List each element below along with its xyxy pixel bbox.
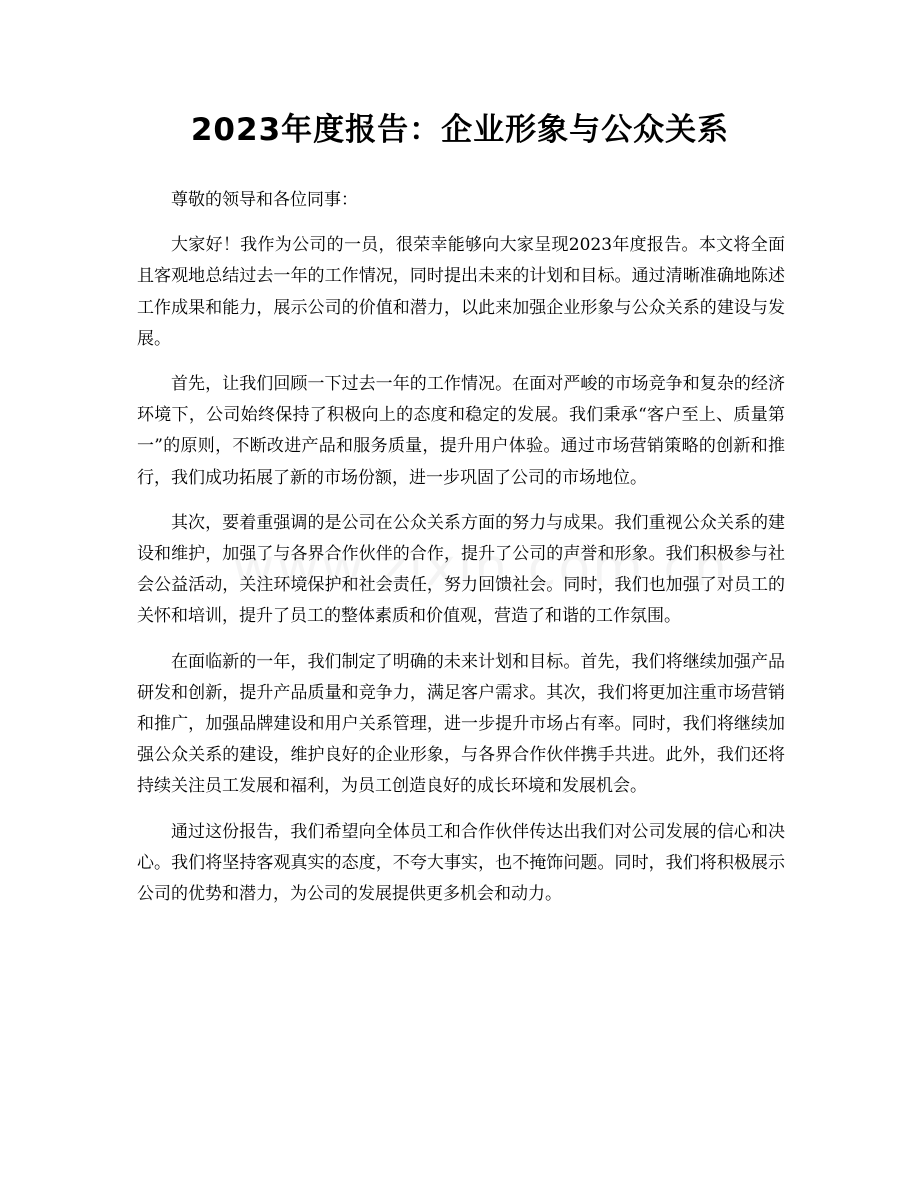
paragraph-conclusion: 通过这份报告，我们希望向全体员工和合作伙伴传达出我们对公司发展的信心和决心。我们将坚持客观真实的态度，不夸大事实，也不掩饰问题。同时，我们将积极展示公司的优势和潜力，为公司的发展提供更多机会和动力。 — [137, 821, 785, 905]
paragraph-intro: 大家好！我作为公司的一员，很荣幸能够向大家呈现2023年度报告。本文将全面且客观地总结过去一年的工作情况，同时提出未来的计划和目标。通过清晰准确地陈述工作成果和能力，展示公司的价值和潜力，以此来加强企业形象与公众关系的建设与发展。 — [137, 235, 785, 349]
paragraph-public-relations: 其次，要着重强调的是公司在公众关系方面的努力与成果。我们重视公众关系的建设和维护，加强了与各界合作伙伴的合作，提升了公司的声誉和形象。我们积极参与社会公益活动，关注环境保护和社会责任，努力回馈社会。同时，我们也加强了对员工的关怀和培训，提升了员工的整体素质和价值观，营造了和谐的工作氛围。 — [137, 512, 785, 627]
paragraph-future-plans: 在面临新的一年，我们制定了明确的未来计划和目标。首先，我们将继续加强产品研发和创新，提升产品质量和竞争力，满足客户需求。其次，我们将更加注重市场营销和推广，加强品牌建设和用户关系管理，进一步提升市场占有率。同时，我们将继续加强公众关系的建设，维护良好的企业形象，与各界合作伙伴携手共进。此外，我们还将持续关注员工发展和福利，为员工创造良好的成长环境和发展机会。 — [137, 651, 785, 797]
document-body — [137, 185, 785, 924]
page-title: 2023年度报告：企业形象与公众关系 — [190, 112, 730, 148]
paragraph-review: 首先，让我们回顾一下过去一年的工作情况。在面对严峻的市场竞争和复杂的经济环境下，公司始终保持了积极向上的态度和稳定的发展。我们秉承“客户至上、质量第一”的原则，不断改进产品和服务质量，提升用户体验。通过市场营销策略的创新和推行，我们成功拓展了新的市场份额，进一步巩固了公司的市场地位。 — [137, 374, 785, 488]
salutation: 尊敬的领导和各位同事： — [171, 190, 358, 210]
